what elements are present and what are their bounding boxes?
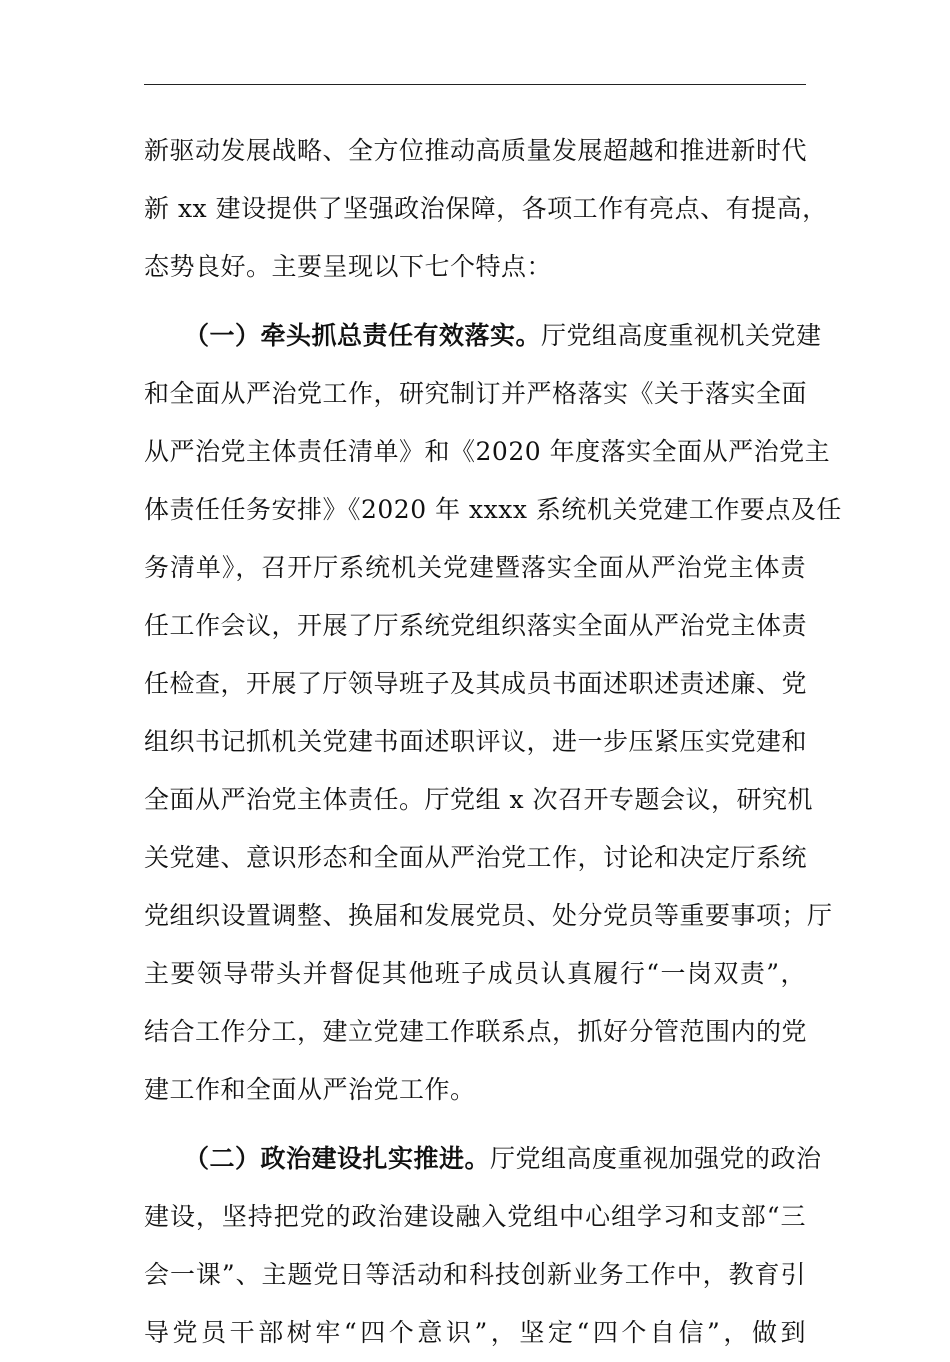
section-1-line: 体责任任务安排》《2020 年 xxxx 系统机关党建工作要点及任 [144,495,842,524]
section-2-line: 会一课”、主题党日等活动和科技创新业务工作中，教育引 [144,1260,806,1289]
section-1-line: 组织书记抓机关党建书面述职评议，进一步压紧压实党建和 [144,727,808,756]
section-1-line: 任检查，开展了厅领导班子及其成员书面述职述责述廉、党 [144,669,808,698]
intro-line: 新驱动发展战略、全方位推动高质量发展超越和推进新时代 [144,136,808,165]
section-2-line: 建设，坚持把党的政治建设融入党组中心组学习和支部“三 [144,1202,806,1231]
section-1-line: 和全面从严治党工作，研究制订并严格落实《关于落实全面 [144,379,808,408]
section-2-line: 导党员干部树牢“四个意识”，坚定“四个自信”，做到 [144,1318,806,1347]
section-1-heading: （一）牵头抓总责任有效落实。 [184,321,542,350]
section-1-line: 主要领导带头并督促其他班子成员认真履行“一岗双责”， [144,959,806,988]
paragraph-gap [144,1119,806,1130]
section-1-first-line [144,307,822,365]
section-1-line: 任工作会议，开展了厅系统党组织落实全面从严治党主体责 [144,611,808,640]
section-1-line: 务清单》，召开厅系统机关党建暨落实全面从严治党主体责 [144,553,806,582]
section-1-line: 建工作和全面从严治党工作。 [144,1075,476,1104]
paragraph-gap [144,296,806,307]
section-2-heading: （二）政治建设扎实推进。 [184,1144,491,1173]
section-1-line: 全面从严治党主体责任。厅党组 x 次召开专题会议，研究机 [144,785,813,814]
section-1-first-line-text: 厅党组高度重视机关党建 [541,321,822,350]
section-2-first-line [144,1130,822,1188]
section-1-line: 结合工作分工，建立党建工作联系点，抓好分管范围内的党 [144,1017,808,1046]
section-1-line: 党组织设置调整、换届和发展党员、处分党员等重要事项；厅 [144,901,833,930]
section-1-line: 从严治党主体责任清单》和《2020 年度落实全面从严治党主 [144,437,831,466]
intro-line: 新 xx 建设提供了坚强政治保障，各项工作有亮点、有提高， [144,194,828,223]
section-2-first-line-text: 厅党组高度重视加强党的政治 [490,1144,822,1173]
section-1-line: 关党建、意识形态和全面从严治党工作，讨论和决定厅系统 [144,843,808,872]
intro-line: 态势良好。主要呈现以下七个特点： [144,252,553,281]
document-body [144,122,842,1362]
header-rule [144,84,806,85]
